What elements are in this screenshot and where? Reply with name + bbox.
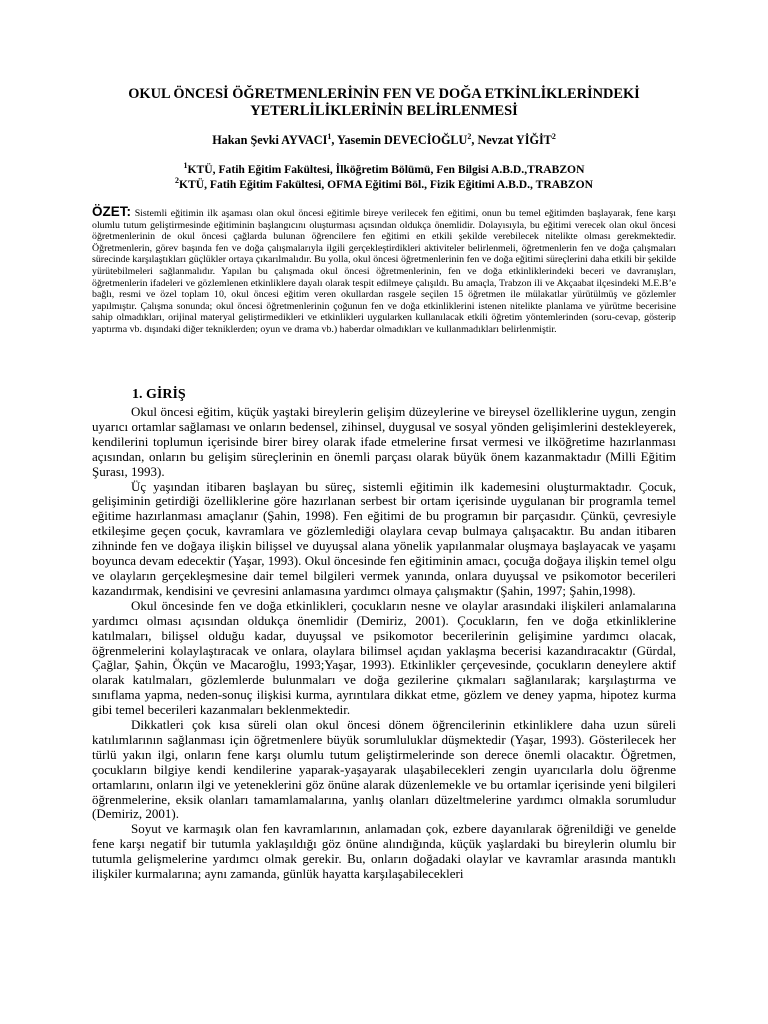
author-name: Nevzat YİĞİT [477, 133, 552, 147]
affiliation-list [0, 162, 768, 192]
paper-title-line-2: YETERLİLİKLERİNİN BELİRLENMESİ [250, 103, 518, 119]
affiliation-text: KTÜ, Fatih Eğitim Fakültesi, OFMA Eğitimi Böl., Fizik Eğitimi A.B.D., TRABZON [179, 178, 593, 191]
affiliation-text: KTÜ, Fatih Eğitim Fakültesi, İlköğretim Bölümü, Fen Bilgisi A.B.D.,TRABZON [187, 163, 585, 176]
abstract [92, 206, 676, 336]
body-paragraph: Okul öncesi eğitim, küçük yaştaki bireylerin gelişim düzeylerine ve bireysel özelliklerine uygun, zengin uyarıcı ortamlar sağlaması ve onların bedensel, zihinsel, duygusal ve sosyal yönden gelişimlerini destekleyerek, kendilerini toplumun içerisinde birer birey olarak ifade etmelerine fırsat vermesi ve ilköğretime hazırlanması açısından, onların bu gelişim süreçlerinin en önemli parçası olarak büyük önem kazanmaktadır (Milli Eğitim Şurası, 1993). [92, 404, 676, 479]
affiliation-number: 1 [183, 161, 188, 171]
affiliation-number: 2 [175, 176, 180, 186]
author-affiliation-mark: 1 [327, 131, 332, 141]
abstract-text: Sistemli eğitimin ilk aşaması olan okul öncesi eğitimle bireye verilecek fen eğitimi, onun bu temel eğitimden başlayarak, fene karşı olumlu tutum geliştirmesinde eğitiminin başlangıcını oluşturması açısından oldukça önemlidir. Dolayısıyla, bu eğitimi verecek olan okul öncesi öğretmenlerinin de okul öncesi çağlarda bulunan öğrencilere fen eğitimi en etkili şekilde verebilecek nitelikte olması gerekmektedir. Öğretmenlerin, görev başında fen ve doğa çalışmalarıyla ilgili gerçekleştirdikleri aktiviteler belirlenmeli, öğretmenlerin fen ve doğa çalışmaları sürecinde karşılaştıkları güçlükler ortaya çıkarılmalıdır. Bu yolla, okul öncesi öğretmenlerinin fen ve doğa eğitimi süreçlerini daha etkili bir şekilde yürütebilmeleri sağlanmalıdır. Yapılan bu çalışmada okul öncesi öğretmenlerinin, fen ve doğa etkinliklerindeki beceri ve davranışları, öğretmenlerin ifadeleri ve gözlemlenen etkinliklere dayalı olarak tespit edilmeye çalışıldı. Bu amaçla, Trabzon ili ve Akçaabat ilçesindeki M.E.B’e bağlı, resmi ve özel toplam 10, okul öncesi eğitim veren okullardan rasgele seçilen 15 öğretmen ile mülakatlar yürütülmüş ve gözlemler yapılmıştır. Çalışma sonunda; okul öncesi öğretmenlerinin çoğunun fen ve doğa etkinliklerini istenen nitelikte planlama ve yürütme becerisine sahip olmadıkları, orijinal materyal geliştirmedikleri ve etkinlikleri uygularken kullanılacak etkili öğretim yöntemlerinden (soru-cevap, gösterip yaptırma vb. dışındaki diğer tekniklerden; oyun ve drama vb.) haberdar olmadıkları ve kullanmadıkları belirlenmiştir. [92, 208, 676, 335]
affiliation-2 [0, 177, 768, 192]
section-heading: 1. GİRİŞ [132, 387, 186, 402]
author-affiliation-mark: 2 [551, 131, 556, 141]
body-paragraph: Okul öncesinde fen ve doğa etkinlikleri, çocukların nesne ve olaylar arasındaki ilişkileri anlamalarına yardımcı olması açısından oldukça önemlidir (Demiriz, 2001). Çocukların, fen ve doğa etkinliklerine katılmaları, bilişsel olduğu kadar, duyuşsal ve psikomotor becerilerinin gelişimine yardımcı olacak, öğrenmelerini kolaylaştıracak ve onlara, olaylara bilimsel açıdan yaklaşma becerisi kazandıracaktır (Gürdal, Çağlar, Şahin, Ökçün ve Macaroğlu, 1993;Yaşar, 1993). Etkinlikler çerçevesinde, çocukların deneylere aktif olarak katılmaları, gözlemlerde bulunmaları ve doğa gezilerine çıkmaları sağlanılarak; karşılaştırma ve sınıflama yapma, neden-sonuç ilişkisi kurma, ayrıntılara dikkat etme, gözlem ve deney yapma, hipotez kurma gibi temel becerileri kazanmaları beklenmektedir. [92, 597, 676, 718]
abstract-label: ÖZET: [92, 204, 131, 219]
body-paragraph: Üç yaşından itibaren başlayan bu süreç, sistemli eğitimin ilk kademesini oluşturmaktadır. Çocuk, gelişiminin getirdiği özelliklerine göre hazırlanan serbest bir ortam içerisinde uygulanan bir programla temel eğitime hazırlanması amaçlanır (Şahin, 1998). Fen eğitimi de bu programın bir parçasıdır. Çünkü, çevresiyle etkileşime geçen çocuk, kavramlara ve gözlemlediği olaylara cevap bulmaya çalışacaktır. Bu andan itibaren zihninde fen ve doğaya ilişkin bilişsel ve duyuşsal alana yönelik yapılanmalar oluşmaya başlayacak ve yaşamı boyunca devam edecektir (Yaşar, 1993). Okul öncesinde fen eğitiminin amacı, çocuğa doğaya ilişkin temel olgu ve olayların gerçekleşmesine dair temel bilgileri vermek yanında, onlara duyuşsal ve psikomotor becerileri kazandırmak, kendisini ve çevresini anlamasına yardımcı olmaya çalışmaktır (Şahin, 1997; Şahin,1998). [92, 478, 676, 598]
body-paragraph: Soyut ve karmaşık olan fen kavramlarının, anlamadan çok, ezbere dayanılarak öğrenildiği ve genelde fene karşı negatif bir tutumla yaklaşıldığı göz önüne alındığında, küçük yaşlardaki bu bireylerin olumlu bir tutumla gelişmelerine yardımcı olmak gerekir. Bu, onların doğadaki olaylar ve kavramlar arasında mantıklı ilişkiler kurmalarına; aynı zamanda, günlük hayatta karşılaşabilecekleri [92, 821, 676, 882]
author-affiliation-mark: 2 [467, 131, 472, 141]
affiliation-1 [0, 162, 768, 177]
author-name: Hakan Şevki AYVACI [212, 133, 328, 147]
author-list: Hakan Şevki AYVACI$^1$, Yasemin DEVECİOĞLU$^2$, Nevzat YİĞİT$^2$ [212, 131, 556, 147]
paper-title [0, 86, 768, 120]
paper-title-line-1: OKUL ÖNCESİ ÖĞRETMENLERİNİN FEN VE DOĞA ETKİNLİKLERİNDEKİ [128, 86, 640, 102]
author-name: Yasemin DEVECİOĞLU [337, 133, 468, 147]
section-body [92, 405, 676, 882]
body-paragraph: Dikkatleri çok kısa süreli olan okul öncesi dönem öğrencilerinin etkinliklere daha uzun süreli katılımlarının sağlanması için öğretmenlere büyük sorumluluklar düşmektedir (Yaşar, 1993). Gösterilecek her türlü yakın ilgi, onların fene karşı olumlu tutum geliştirmelerinde son derece önemli olacaktır. Öğretmen, çocukların bilgiye kendi kendilerine yaparak-yaşayarak ulaşabilecekleri zengin uyarıcılarla dolu öğrenme ortamlarını, onların ilgi ve yeteneklerini göz önüne alarak düzenlemekle ve bu ortamlar içerisinde yeni bilgileri öğrenmelerine, eksik olanları tamamlamalarına, yanlış olanları düzeltmelerine yardımcı olmakla sorumludur (Demiriz, 2001). [92, 717, 676, 822]
